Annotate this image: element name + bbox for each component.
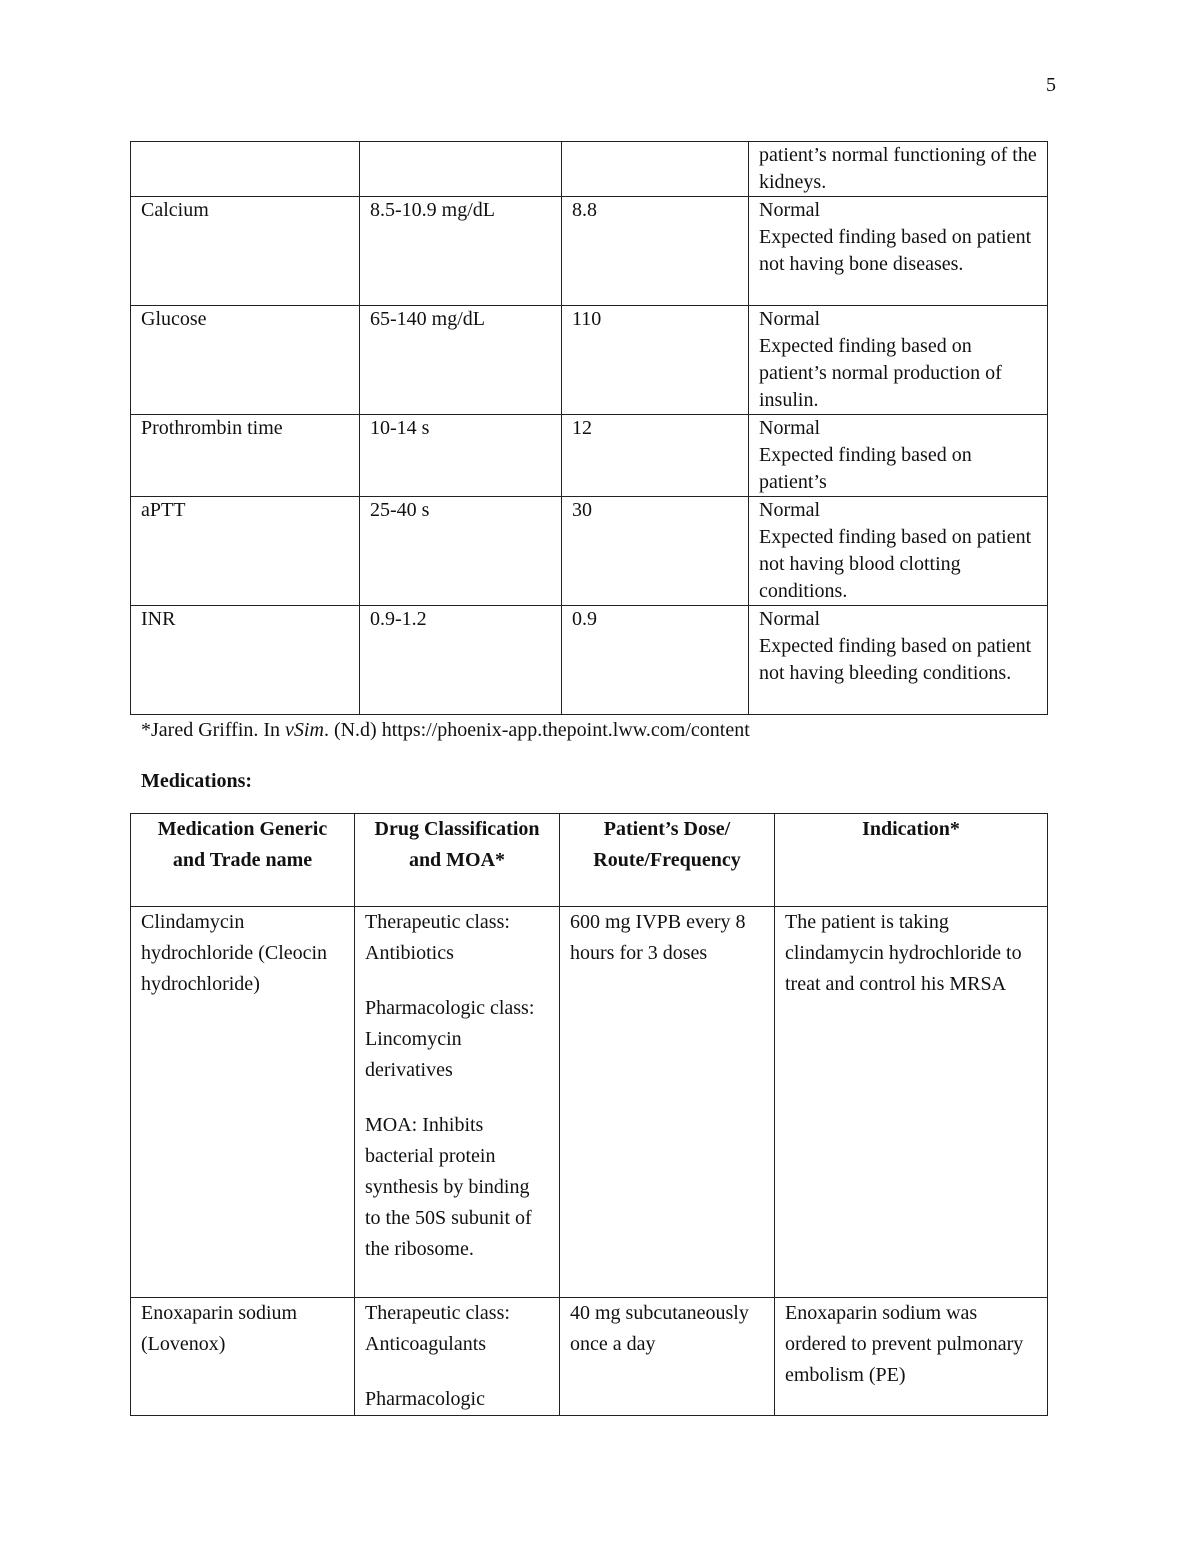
interpretation-text: Expected finding based on patient’s bbox=[759, 444, 972, 493]
therapeutic-class: Therapeutic class: Anticoagulants bbox=[365, 1302, 510, 1355]
citation-prefix: *Jared Griffin. In bbox=[141, 719, 286, 741]
table-row bbox=[131, 142, 1048, 197]
dose-cell: 40 mg subcutaneously once a day bbox=[560, 1298, 775, 1416]
table-row bbox=[131, 907, 1048, 1298]
lab-value-cell: 110 bbox=[562, 306, 749, 415]
column-header: Drug Classification and MOA* bbox=[355, 814, 560, 907]
interpretation-status: Normal bbox=[759, 199, 821, 221]
table-row bbox=[131, 497, 1048, 606]
lab-test-cell: aPTT bbox=[131, 497, 360, 606]
column-header: Medication Generic and Trade name bbox=[131, 814, 355, 907]
lab-test-cell: Prothrombin time bbox=[131, 415, 360, 497]
table-row bbox=[131, 606, 1048, 715]
classification-cell bbox=[355, 1298, 560, 1416]
table-row bbox=[131, 1298, 1048, 1416]
lab-value-cell: 12 bbox=[562, 415, 749, 497]
interpretation-status: Normal bbox=[759, 608, 821, 630]
lab-test-cell: Calcium bbox=[131, 197, 360, 306]
interpretation-status: Normal bbox=[759, 417, 821, 439]
citation-source: vSim bbox=[285, 719, 324, 741]
lab-value-cell bbox=[562, 142, 749, 197]
interpretation-text: Expected finding based on patient not having blood clotting conditions. bbox=[759, 526, 1032, 602]
pharmacologic-class: Pharmacologic class: Lincomycin derivatives bbox=[365, 997, 535, 1081]
interpretation-text: Expected finding based on patient not having bone diseases. bbox=[759, 226, 1032, 275]
indication-cell: The patient is taking clindamycin hydrochloride to treat and control his MRSA bbox=[775, 907, 1048, 1298]
lab-results-table bbox=[130, 141, 1048, 715]
lab-value-cell: 30 bbox=[562, 497, 749, 606]
column-header: Indication* bbox=[775, 814, 1048, 907]
pharmacologic-class: Pharmacologic bbox=[365, 1388, 485, 1410]
table-row bbox=[131, 197, 1048, 306]
lab-value-cell: 8.8 bbox=[562, 197, 749, 306]
medication-name-cell: Clindamycin hydrochloride (Cleocin hydrochloride) bbox=[131, 907, 355, 1298]
lab-test-cell: INR bbox=[131, 606, 360, 715]
table-row bbox=[131, 415, 1048, 497]
lab-range-cell: 10-14 s bbox=[360, 415, 562, 497]
therapeutic-class: Therapeutic class: Antibiotics bbox=[365, 911, 510, 964]
interpretation-status: Normal bbox=[759, 499, 821, 521]
column-header: Patient’s Dose/ Route/Frequency bbox=[560, 814, 775, 907]
citation-suffix: . (N.d) https://phoenix-app.thepoint.lww.com/content bbox=[323, 719, 750, 741]
lab-range-cell: 65-140 mg/dL bbox=[360, 306, 562, 415]
lab-interpretation-cell bbox=[749, 415, 1048, 497]
classification-cell bbox=[355, 907, 560, 1298]
lab-value-cell: 0.9 bbox=[562, 606, 749, 715]
lab-range-cell bbox=[360, 142, 562, 197]
lab-interpretation-cell bbox=[749, 606, 1048, 715]
lab-range-cell: 25-40 s bbox=[360, 497, 562, 606]
medications-heading: Medications: bbox=[141, 770, 253, 792]
page-number: 5 bbox=[1046, 74, 1056, 96]
lab-test-cell bbox=[131, 142, 360, 197]
lab-interpretation-cell bbox=[749, 197, 1048, 306]
interpretation-text: patient’s normal functioning of the kidneys. bbox=[759, 144, 1037, 193]
lab-range-cell: 8.5-10.9 mg/dL bbox=[360, 197, 562, 306]
interpretation-status: Normal bbox=[759, 308, 821, 330]
citation bbox=[141, 716, 750, 744]
medications-table bbox=[130, 813, 1048, 1416]
interpretation-text: Expected finding based on patient not having bleeding conditions. bbox=[759, 635, 1032, 684]
moa-text: MOA: Inhibits bacterial protein synthesis by binding to the 50S subunit of the ribosome. bbox=[365, 1114, 532, 1260]
indication-cell: Enoxaparin sodium was ordered to prevent pulmonary embolism (PE) bbox=[775, 1298, 1048, 1416]
medication-name-cell: Enoxaparin sodium (Lovenox) bbox=[131, 1298, 355, 1416]
table-row bbox=[131, 306, 1048, 415]
dose-cell: 600 mg IVPB every 8 hours for 3 doses bbox=[560, 907, 775, 1298]
lab-range-cell: 0.9-1.2 bbox=[360, 606, 562, 715]
lab-interpretation-cell bbox=[749, 306, 1048, 415]
lab-interpretation-cell bbox=[749, 142, 1048, 197]
table-header-row bbox=[131, 814, 1048, 907]
interpretation-text: Expected finding based on patient’s normal production of insulin. bbox=[759, 335, 1002, 411]
lab-test-cell: Glucose bbox=[131, 306, 360, 415]
lab-interpretation-cell bbox=[749, 497, 1048, 606]
